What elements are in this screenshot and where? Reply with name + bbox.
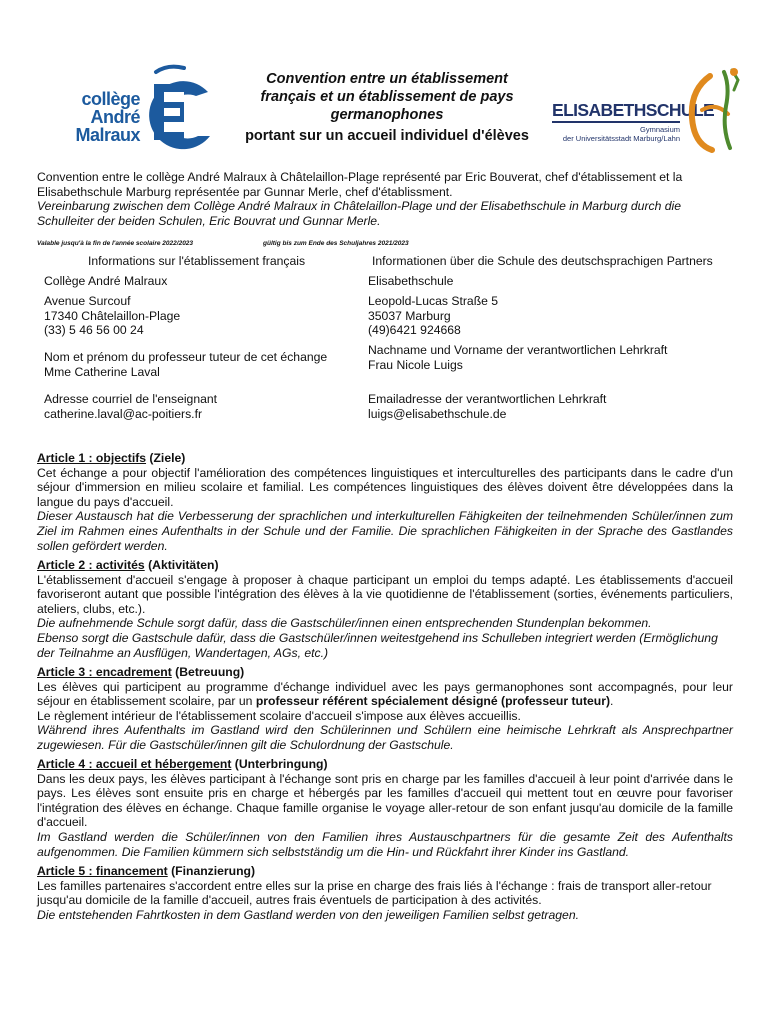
info-right-email bbox=[368, 392, 606, 421]
teacher-label: Nom et prénom du professeur tuteur de cet échange bbox=[44, 350, 328, 364]
info-left-teacher bbox=[44, 350, 327, 379]
elisabethschule-logo-subtitle bbox=[552, 125, 680, 143]
teacher-label: Nachname und Vorname der verantwortlichen Lehrkraft bbox=[368, 343, 668, 357]
article-text-de: Ebenso sorgt die Gastschule dafür, dass die Gastschüler/innen weitestgehend ins Schulleben integriert werden (Ermöglichung der Teilnahme an Ausflügen, Wandertagen, AGs, etc.) bbox=[37, 630, 718, 660]
article-text-de: Die aufnehmende Schule sorgt dafür, dass die Gastschüler/innen einen entsprechenden Stundenplan bekommen. bbox=[37, 616, 652, 631]
info-right-teacher bbox=[368, 343, 667, 372]
title-line-2: français et un établissement de pays bbox=[260, 89, 514, 105]
article-text-fr: Cet échange a pour objectif l'amélioration des compétences linguistiques et interculturelles des participants dans le cadre d'un séjour d'immersion en milieu scolaire et familial. Les compétences linguistiques des élèves doivent être développées dans la langue du pays d'accueil. bbox=[37, 465, 733, 509]
article-title: Article 3 : encadrement bbox=[37, 665, 172, 679]
email-address: luigs@elisabethschule.de bbox=[368, 406, 507, 421]
article-title: Article 2 : activités bbox=[37, 558, 145, 572]
e-letter-logo-icon bbox=[138, 62, 228, 157]
teacher-name: Mme Catherine Laval bbox=[44, 364, 160, 379]
article-1 bbox=[37, 451, 733, 553]
college-logo-text bbox=[40, 62, 140, 144]
address-line: Avenue Surcouf bbox=[44, 294, 131, 308]
article-heading bbox=[37, 864, 733, 879]
article-title-de: (Finanzierung) bbox=[167, 864, 256, 878]
article-4 bbox=[37, 757, 733, 859]
article-text-de: Während ihres Aufenthalts im Gastland wird den Schülerinnen und Schülern eine heimische Lehrkraft als Ansprechpartner zugewiesen. Für die Gastschüler/innen gilt die Schulordnung der Gastschule. bbox=[37, 723, 733, 752]
article-text-fr: Les familles partenaires s'accordent entre elles sur la prise en charge des frais liés à l'échange : frais de transport aller-retour jusqu'au domicile de la famille d'accueil, autres frais éventuels de participation à des activités. bbox=[37, 878, 712, 908]
logo-divider bbox=[552, 121, 680, 123]
document-subtitle: portant sur un accueil individuel d'élèves bbox=[245, 128, 529, 144]
article-text-de: Im Gastland werden die Schüler/innen von den Familien ihres Austauschpartners für die gesamte Zeit des Aufenthalts aufgenommen. Die Familien kümmern sich selbstständig um die Hin- und Rückfahrt ihrer Kinder ins Gastland. bbox=[37, 829, 733, 859]
article-text-de: Dieser Austausch hat die Verbesserung der sprachlichen und interkulturellen Fähigkeiten der teilnehmenden Schüler/innen zum Ziel im Rahmen eines Aufenthalts in der Schule und der Familie. Die sprachlichen Fähigkeiten in der Sprache des Gastlandes sollen gefördert werden. bbox=[37, 509, 733, 553]
info-left-school: Collège André Malraux bbox=[44, 274, 168, 288]
teacher-name: Frau Nicole Luigs bbox=[368, 357, 463, 372]
address-line: 35037 Marburg bbox=[368, 308, 451, 323]
article-heading bbox=[37, 558, 733, 573]
info-heading-de: Informationen über die Schule des deutschsprachigen Partners bbox=[372, 254, 713, 268]
college-logo-line2: André Malraux bbox=[75, 107, 140, 145]
article-heading bbox=[37, 665, 733, 680]
info-right-address bbox=[368, 294, 498, 338]
title-line-3: germanophones bbox=[330, 107, 444, 123]
info-left-email bbox=[44, 392, 217, 421]
document-title bbox=[222, 70, 552, 145]
email-label: Emailadresse der verantwortlichen Lehrkraft bbox=[368, 392, 607, 406]
text-run: . bbox=[610, 694, 614, 709]
article-5 bbox=[37, 864, 733, 922]
article-text-de: Die entstehenden Fahrtkosten in dem Gastland werden von den jeweiligen Familien selbst getragen. bbox=[37, 907, 579, 922]
logo-subtitle-line2: der Universitätsstadt Marburg/Lahn bbox=[562, 134, 680, 143]
text-run: Les élèves qui participent au programme d'échange individuel avec les pays germanophones sont accompagnés, pour leur séjour en établissement scolaire, par un bbox=[37, 679, 733, 709]
article-text-fr: Le règlement intérieur de l'établissement scolaire d'accueil s'impose aux élèves accueillis. bbox=[37, 708, 521, 723]
article-text-fr bbox=[37, 680, 733, 709]
article-title-de: (Unterbringung) bbox=[231, 757, 328, 771]
email-address: catherine.laval@ac-poitiers.fr bbox=[44, 406, 203, 421]
address-line: Leopold-Lucas Straße 5 bbox=[368, 294, 499, 308]
elisabethschule-emblem-icon bbox=[672, 66, 752, 156]
address-line: 17340 Châtelaillon-Plage bbox=[44, 308, 181, 323]
intro-de: Vereinbarung zwischen dem Collège André Malraux in Châtelaillon-Plage und der Elisabethschule in Marburg durch die Schulleiter der beiden Schulen, Eric Bouvrat und Gunnar Merle. bbox=[37, 199, 682, 228]
article-title: Article 1 : objectifs bbox=[37, 451, 147, 465]
article-title-de: (Aktivitäten) bbox=[144, 558, 219, 572]
validity-de: gültig bis zum Ende des Schuljahres 2021/2023 bbox=[263, 240, 409, 247]
article-title-de: (Betreuung) bbox=[171, 665, 245, 679]
article-heading bbox=[37, 757, 733, 772]
logo-subtitle-line1: Gymnasium bbox=[639, 125, 680, 134]
info-left-address bbox=[44, 294, 180, 338]
article-3 bbox=[37, 665, 733, 753]
article-title: Article 4 : accueil et hébergement bbox=[37, 757, 232, 771]
article-text-fr: L'établissement d'accueil s'engage à proposer à chaque participant un emploi du temps adapté. Les établissements d'accueil favoriseront autant que possible l'intégration des élèves à la vie quotidienne de l'établissement (sorties, événements particuliers, ateliers, clubs, etc.). bbox=[37, 572, 733, 616]
elisabethschule-logo-name: ELISABETHSCHULE bbox=[552, 100, 715, 120]
article-title-de: (Ziele) bbox=[146, 451, 186, 465]
validity-fr: Valable jusqu'à la fin de l'année scolaire 2022/2023 bbox=[37, 240, 194, 247]
email-label: Adresse courriel de l'enseignant bbox=[44, 392, 218, 406]
phone-number: (33) 5 46 56 00 24 bbox=[44, 323, 144, 338]
article-title: Article 5 : financement bbox=[37, 864, 168, 878]
text-run-bold: professeur référent spécialement désigné (professeur tuteur) bbox=[255, 694, 611, 709]
college-logo-line1: collège bbox=[81, 89, 140, 109]
college-logo bbox=[40, 62, 200, 157]
article-heading bbox=[37, 451, 733, 466]
phone-number: (49)6421 924668 bbox=[368, 323, 461, 338]
title-line-1: Convention entre un établissement bbox=[266, 71, 508, 87]
info-right-school: Elisabethschule bbox=[368, 274, 454, 288]
intro-fr: Convention entre le collège André Malraux à Châtelaillon-Plage représenté par Eric Bouverat, chef d'établissement et la Elisabethschule Marburg représentée par Gunnar Merle, chef d'établissment. bbox=[37, 170, 683, 199]
article-text-fr: Dans les deux pays, les élèves participant à l'échange sont pris en charge par les familles d'accueil à leur point d'arrivée dans le pays. Les élèves sont ensuite pris en charge et hébergés par les familles d'accueil qui mettent tout en œuvre pour favoriser l'intégration des élèves en échange. Chaque famille organise le voyage aller-retour de son enfant jusqu'au domicile de la famille d'accueil. bbox=[37, 771, 733, 830]
info-heading-fr: Informations sur l'établissement français bbox=[88, 254, 306, 268]
elisabethschule-logo bbox=[552, 66, 752, 156]
article-2 bbox=[37, 558, 733, 660]
